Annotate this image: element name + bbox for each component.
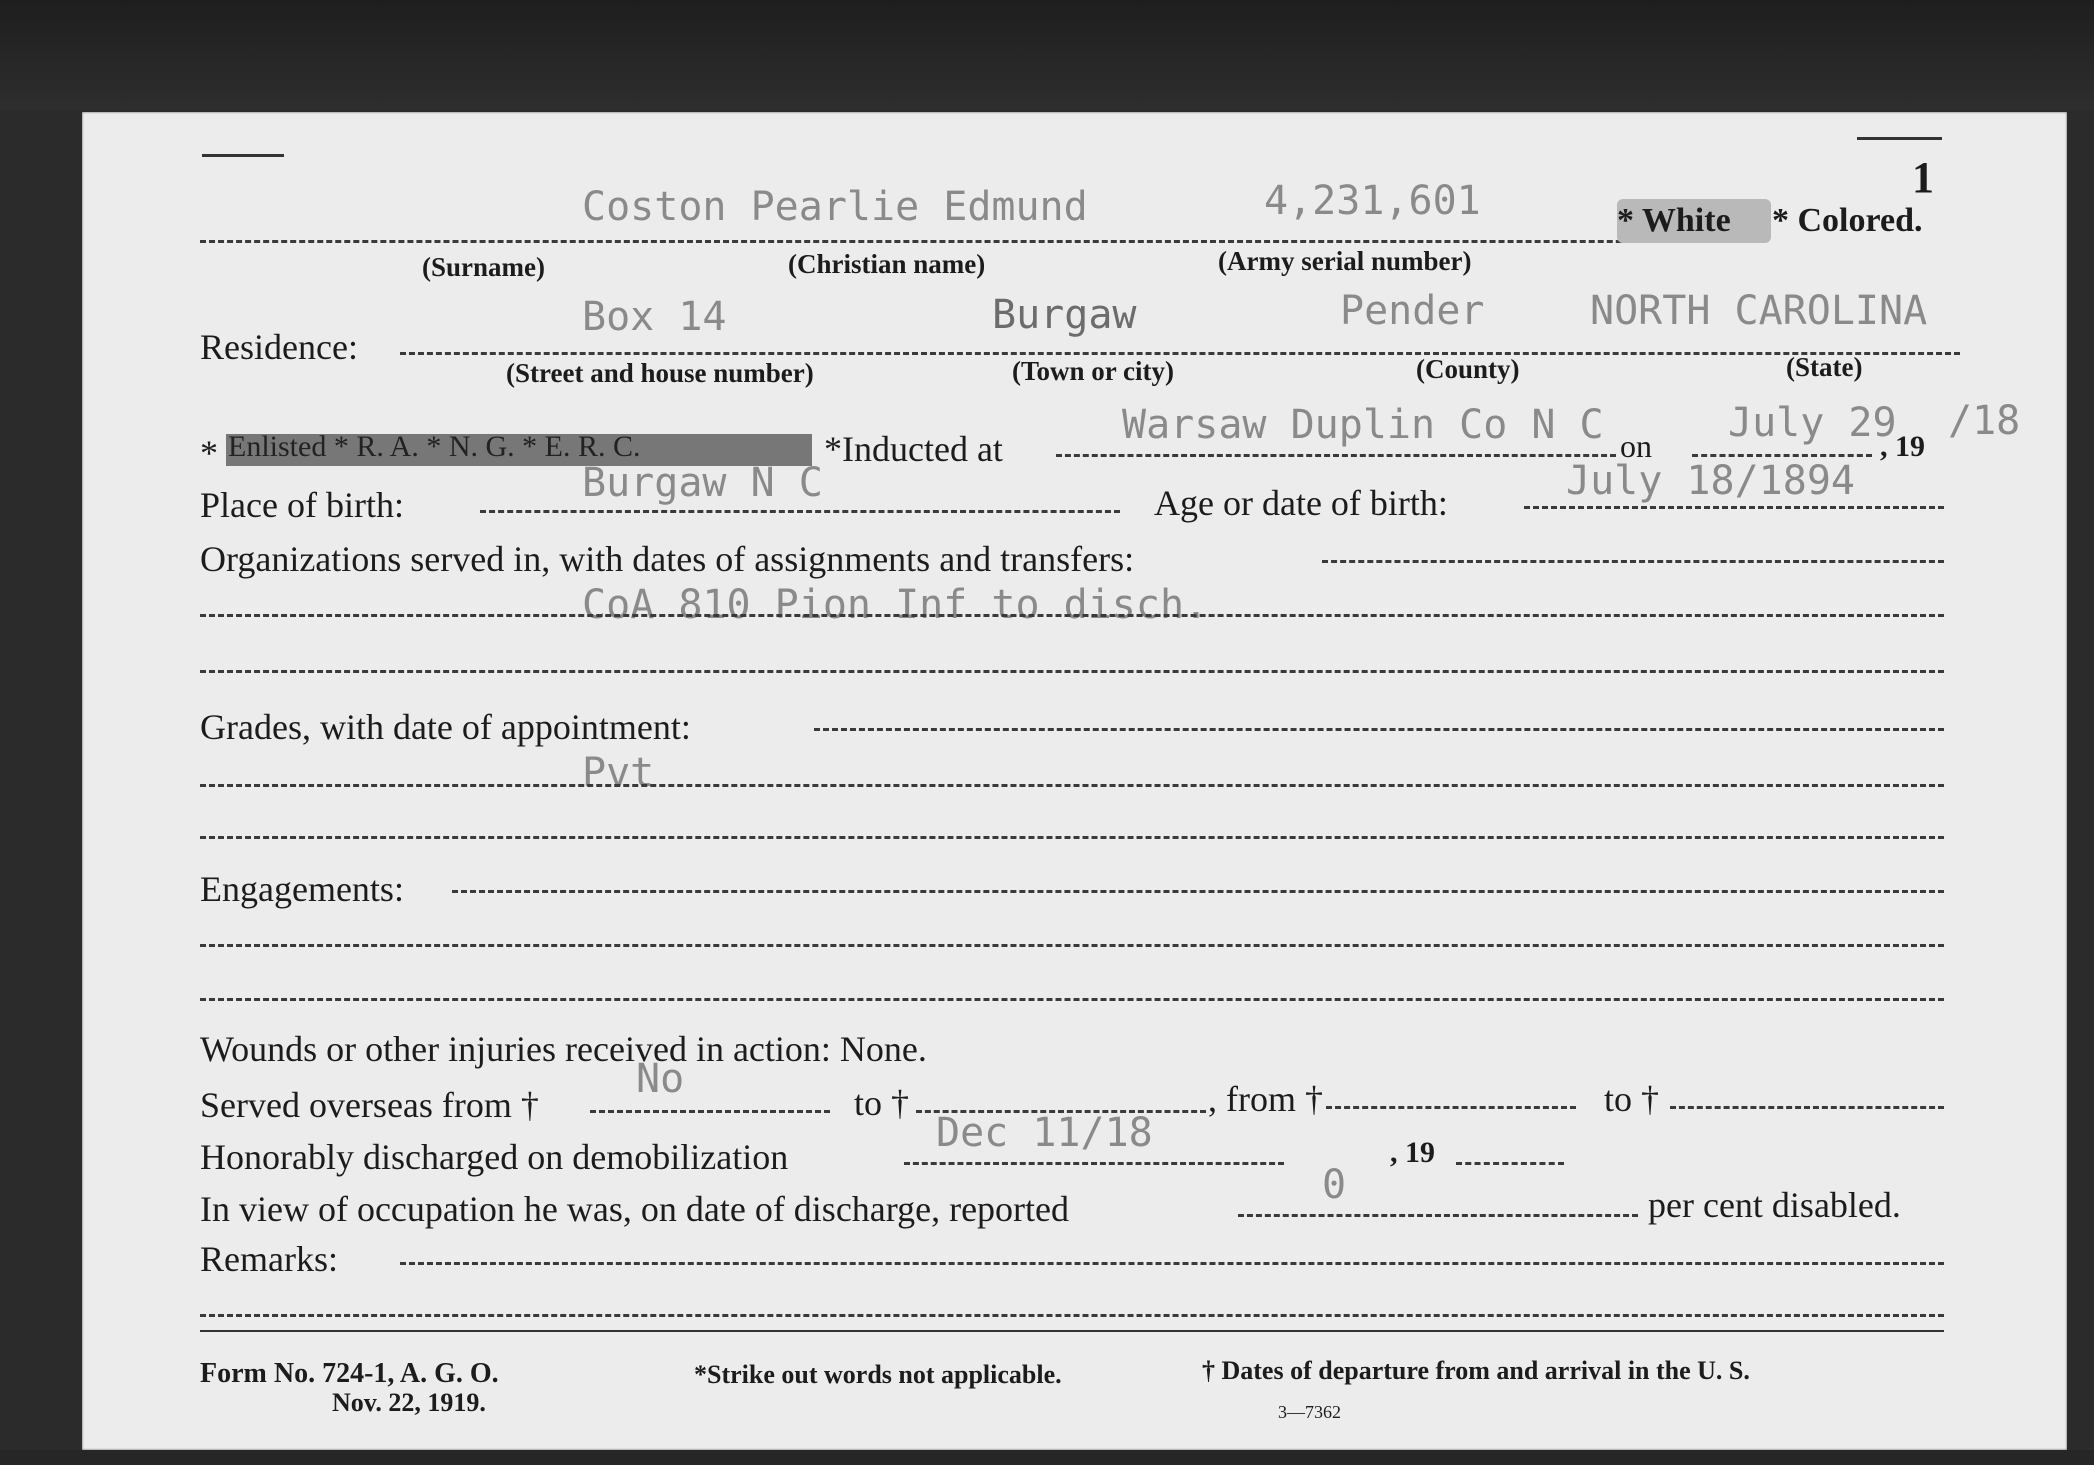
organizations-line-3 [200, 670, 1944, 673]
overseas-to-1: to † [854, 1083, 910, 1123]
discharge-label: Honorably discharged on demobilization [200, 1137, 789, 1177]
remarks-line-2 [200, 1314, 1944, 1317]
overseas-from-2: , from † [1208, 1079, 1323, 1119]
inducted-at-label: *Inducted at [824, 429, 1003, 469]
grades-line-3 [200, 836, 1944, 839]
name-line [200, 240, 1730, 243]
serial-value: 4,231,601 [1264, 178, 1481, 224]
inducted-year-prefix: , 19 [1880, 430, 1925, 463]
form-number: Form No. 724-1, A. G. O. [200, 1358, 499, 1389]
organizations-line-1 [1322, 560, 1944, 563]
residence-street: Box 14 [582, 294, 727, 340]
christian-name-caption: (Christian name) [788, 249, 986, 279]
residence-town: Burgaw [992, 292, 1137, 338]
organizations-line-2 [200, 614, 1944, 617]
birth-date-line [1524, 506, 1944, 509]
birth-date: July 18/1894 [1566, 458, 1855, 504]
footer-rule [200, 1330, 1944, 1332]
surname-caption: (Surname) [422, 252, 545, 282]
scanner-background-top [0, 0, 2094, 110]
serial-caption: (Army serial number) [1218, 246, 1472, 276]
grades-line-1 [814, 728, 1944, 731]
scanner-background-bottom [0, 1450, 2094, 1465]
residence-label: Residence: [200, 327, 358, 367]
discharge-line [904, 1162, 1284, 1165]
birth-place: Burgaw N C [582, 460, 823, 506]
birth-place-label: Place of birth: [200, 485, 404, 525]
overseas-to-2: to † [1604, 1079, 1660, 1119]
remarks-line-1 [400, 1262, 1944, 1265]
induction-star: * [200, 433, 218, 473]
disability-value: 0 [1322, 1162, 1347, 1208]
organizations-value: CoA 810 Pion Inf to disch. [582, 582, 1209, 628]
organizations-label: Organizations served in, with dates of assignments and transfers: [200, 539, 1135, 579]
discharge-year-prefix: , 19 [1390, 1136, 1435, 1169]
inducted-date: July 29 [1728, 400, 1897, 446]
overseas-value: No [636, 1056, 685, 1102]
disability-label: In view of occupation he was, on date of discharge, reported [200, 1189, 1070, 1229]
inducted-at-line [1056, 454, 1616, 457]
overseas-to-line-2 [1670, 1106, 1944, 1109]
age-label: Age or date of birth: [1154, 483, 1448, 523]
top-right-rule [1857, 137, 1942, 140]
race-colored-option: * Colored. [1772, 202, 1923, 239]
overseas-from-line-2 [1326, 1106, 1576, 1109]
inducted-on-line [1692, 454, 1872, 457]
enlisted-options: Enlisted * R. A. * N. G. * E. R. C. [228, 430, 641, 463]
birth-place-line [480, 510, 1120, 513]
grades-line-2 [200, 784, 1944, 787]
grades-label: Grades, with date of appointment: [200, 707, 691, 747]
inducted-place: Warsaw Duplin Co N C [1122, 402, 1604, 448]
form-date: Nov. 22, 1919. [332, 1388, 486, 1417]
print-code: 3—7362 [1278, 1402, 1341, 1422]
street-caption: (Street and house number) [506, 358, 814, 388]
dates-note: † Dates of departure from and arrival in the U. S. [1202, 1356, 1750, 1385]
top-left-rule [202, 154, 284, 157]
discharge-year-line [1456, 1162, 1564, 1165]
discharge-date: Dec 11/18 [936, 1110, 1153, 1156]
strike-note: *Strike out words not applicable. [694, 1360, 1062, 1389]
state-caption: (State) [1786, 352, 1863, 382]
county-caption: (County) [1416, 354, 1520, 384]
engagements-label: Engagements: [200, 869, 404, 909]
wounds-label: Wounds or other injuries received in action: None. [200, 1029, 927, 1069]
name-value: Coston Pearlie Edmund [582, 184, 1088, 230]
residence-county: Pender [1340, 288, 1485, 334]
on-label: on [1620, 428, 1652, 464]
disability-suffix: per cent disabled. [1648, 1185, 1901, 1225]
remarks-label: Remarks: [200, 1239, 338, 1279]
overseas-label: Served overseas from † [200, 1085, 539, 1125]
service-record-card [82, 112, 2067, 1450]
grades-value: Pvt [582, 750, 655, 796]
town-caption: (Town or city) [1012, 356, 1174, 386]
engagements-line-1 [452, 890, 1944, 893]
engagements-line-3 [200, 998, 1944, 1001]
disability-line [1238, 1214, 1638, 1217]
race-white-option: * White [1617, 202, 1731, 239]
residence-state: NORTH CAROLINA [1590, 288, 1928, 334]
inducted-year: /18 [1948, 398, 2021, 444]
engagements-line-2 [200, 944, 1944, 947]
page-number: 1 [1912, 153, 1934, 202]
overseas-from-line [590, 1110, 830, 1113]
residence-line [400, 352, 1960, 355]
